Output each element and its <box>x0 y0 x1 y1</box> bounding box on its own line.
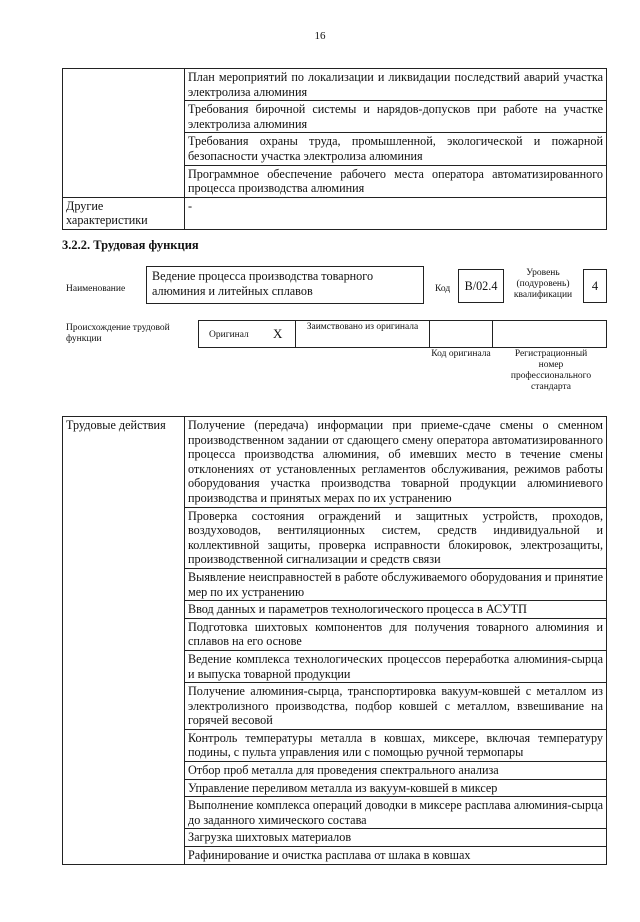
labor-action-item: Проверка состояния ограждений и защитных устройств, проходов, воздуховодов, вентиляционных систем, средств индивидуальной и коллективной защиты, проверка исправности блокировок, электрозащиты, производственной сигнализации и средств связи <box>185 507 607 568</box>
labor-action-item: Ввод данных и параметров технологического процесса в АСУТП <box>185 601 607 619</box>
labor-action-item: Отбор проб металла для проведения спектрального анализа <box>185 762 607 780</box>
labor-actions-table <box>62 416 607 865</box>
borrowed-label: Заимствовано из оригинала <box>306 322 419 332</box>
function-code-box <box>458 269 504 303</box>
labor-action-item: Контроль температуры металла в ковшах, миксере, включая температуру подины, с пульта управления или с помощью ручной термопары <box>185 729 607 761</box>
labor-action-item: Выполнение комплекса операций доводки в миксере расплава алюминия-сырца до заданного химического состава <box>185 797 607 829</box>
labor-action-item: Ведение комплекса технологических процессов переработка алюминия-сырца и выпуска товарной продукции <box>185 650 607 682</box>
labor-actions-label: Трудовые действия <box>63 417 185 865</box>
table-cell: План мероприятий по локализации и ликвидации последствий аварий участка электролиза алюминия <box>185 69 607 101</box>
reg-caption: Регистрационный номер профессионального стандарта <box>510 349 592 392</box>
level-box <box>583 269 607 303</box>
original-box <box>198 320 296 348</box>
labor-action-item: Выявление неисправностей в работе обслуживаемого оборудования и принятие мер по их устранению <box>185 568 607 600</box>
function-name-box <box>146 266 424 304</box>
other-characteristics-label: Другие характеристики <box>63 197 185 229</box>
labor-action-item: Получение (передача) информации при приеме-сдаче смены о сменном производственном задании от сдающего смену оператора автоматизированного процесса производства алюминия, об имевших место в течение смены отклонениях от установленных регламентов обслуживания, режимов работы оборудования участка производства товарной продукции алюминиевого производства и принятых мерах по их устранению <box>185 417 607 508</box>
labor-action-item: Загрузка шихтовых материалов <box>185 829 607 847</box>
labor-action-item: Получение алюминия-сырца, транспортировка вакуум-ковшей с металлом из электролизного производства, подбор ковшей с металлом, взвешивание на горячей весовой <box>185 683 607 730</box>
knowledge-table <box>62 68 607 230</box>
code-caption: Код оригинала <box>431 349 491 359</box>
function-code: B/02.4 <box>464 278 498 293</box>
registration-box <box>492 320 607 348</box>
level-label: Уровень (подуровень) квалификации <box>513 268 573 300</box>
table-cell-label <box>63 69 185 198</box>
code-label: Код <box>435 284 451 294</box>
labor-action-item: Рафинирование и очистка расплава от шлака в ковшах <box>185 847 607 865</box>
table-cell: Требования бирочной системы и нарядов-допусков при работе на участке электролиза алюминия <box>185 101 607 133</box>
section-title: 3.2.2. Трудовая функция <box>62 238 199 252</box>
level-value: 4 <box>591 278 599 293</box>
original-mark: X <box>273 326 283 341</box>
table-cell: Программное обеспечение рабочего места оператора автоматизированного процесса производства алюминия <box>185 165 607 197</box>
borrowed-box <box>295 320 430 348</box>
table-cell: Требования охраны труда, промышленной, экологической и пожарной безопасности участка электролиза алюминия <box>185 133 607 165</box>
labor-action-item: Управление переливом металла из вакуум-ковшей в миксер <box>185 779 607 797</box>
table-row <box>63 417 607 508</box>
name-label: Наименование <box>66 284 126 294</box>
function-name: Ведение процесса производства товарного алюминия и литейных сплавов <box>152 269 374 298</box>
origin-label: Происхождение трудовой функции <box>66 323 170 344</box>
labor-action-item: Подготовка шихтовых компонентов для получения товарного алюминия и сплавов на его основе <box>185 618 607 650</box>
origin-code-box <box>429 320 493 348</box>
other-characteristics-value: - <box>185 197 607 229</box>
table-row <box>63 197 607 229</box>
page-number: 16 <box>314 30 326 42</box>
table-row <box>63 69 607 101</box>
original-label: Оригинал <box>209 330 249 340</box>
